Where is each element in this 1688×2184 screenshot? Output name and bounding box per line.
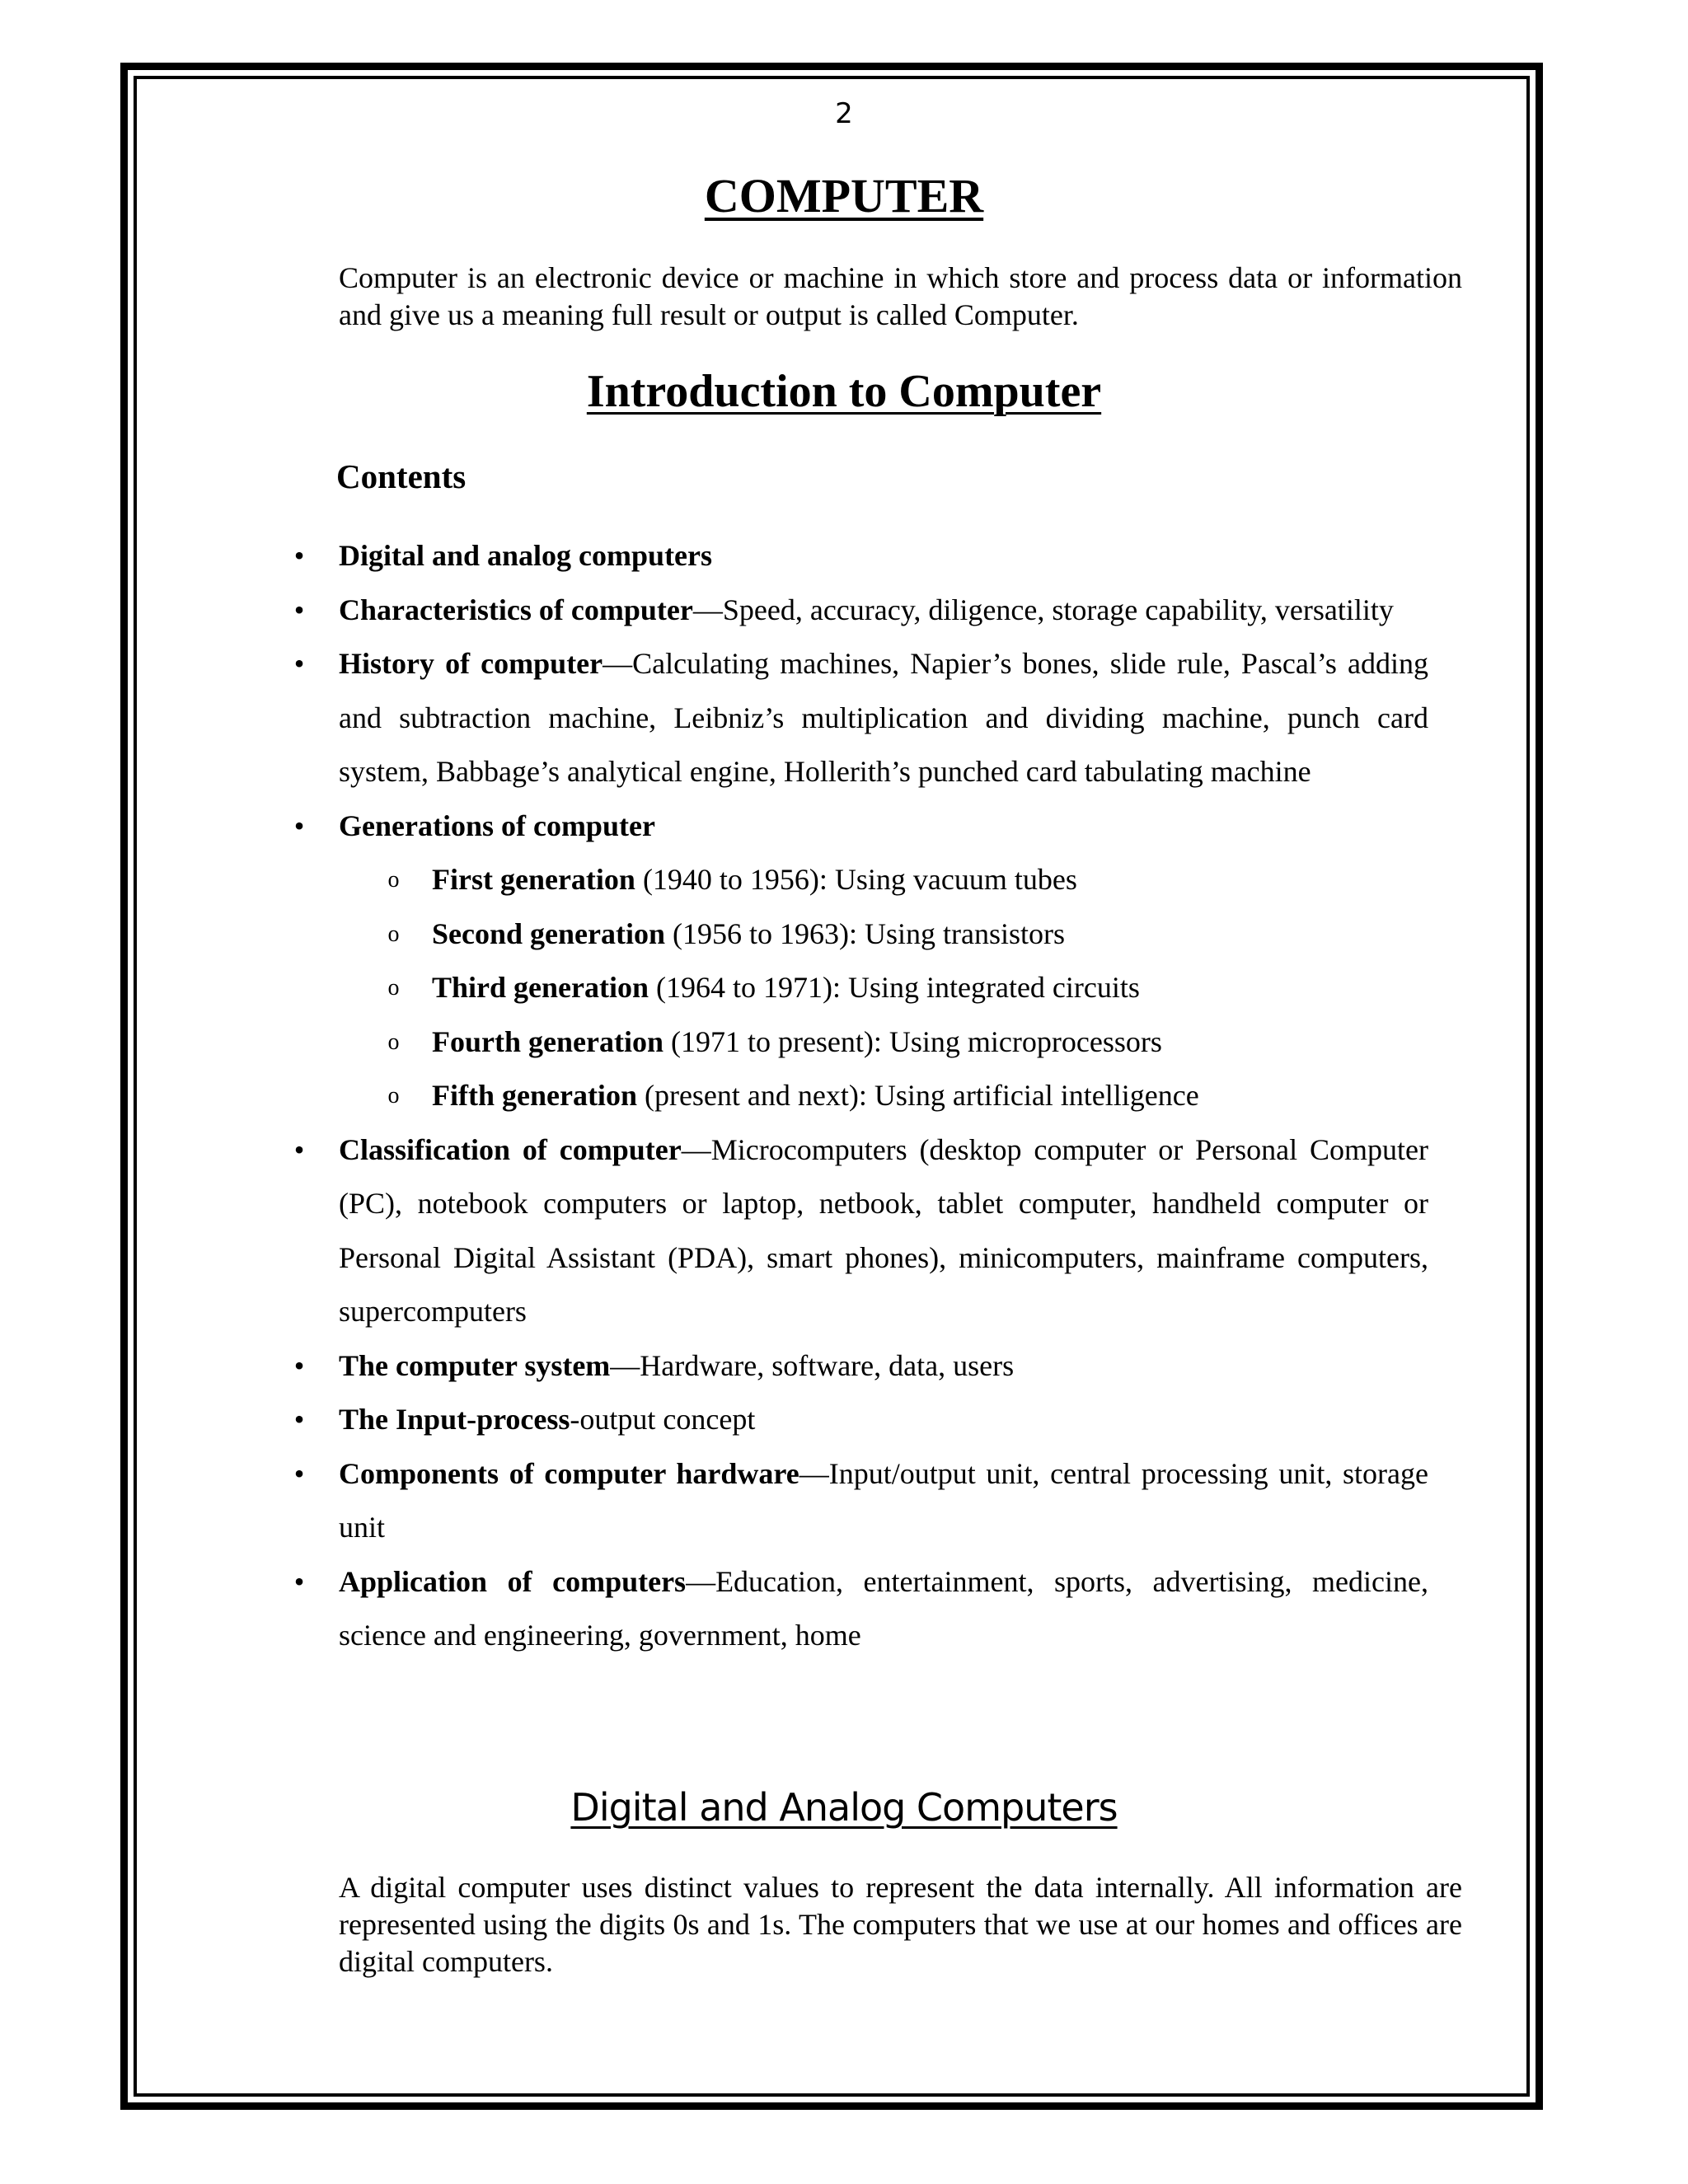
generations-sublist: [0, 853, 1688, 1123]
sub-list-item: [0, 961, 1688, 1015]
list-item-detail: —Calculating machines, Napier’s bones, slide rule, Pascal’s adding and subtraction machine, Leibniz’s multiplication and dividing machine, punch card system, Babbage’s analytical engine, Hollerith’s punched card tabulating machine: [339, 647, 1428, 788]
list-item: [0, 799, 1428, 854]
list-item: [0, 583, 1428, 638]
list-item: [0, 1123, 1428, 1339]
intro-heading: Introduction to Computer: [586, 366, 1102, 417]
generation-detail: (present and next): Using artificial intelligence: [636, 1079, 1199, 1112]
sub-list-item: [0, 1015, 1688, 1070]
list-item-title: Classification of computer: [339, 1132, 682, 1166]
generation-detail: (1956 to 1963): Using transistors: [665, 916, 1065, 950]
list-item-title: Generations of computer: [339, 808, 655, 842]
list-item-title: Digital and analog computers: [339, 539, 713, 572]
sub-list-item: [0, 853, 1688, 907]
list-item: [0, 1555, 1428, 1663]
page-title: COMPUTER: [704, 169, 984, 223]
section-paragraph: A digital computer uses distinct values to represent the data internally. All information are represented using the digits 0s and 1s. The computers that we use at our homes and offices are digital computers.: [339, 1871, 1462, 1978]
list-item-title: The Input-process: [339, 1403, 570, 1436]
bullet-icon: •: [293, 539, 305, 572]
list-item-detail: -output concept: [570, 1403, 756, 1436]
generation-detail: (1971 to present): Using microprocessors: [663, 1024, 1162, 1058]
list-item-title: History of computer: [339, 647, 603, 680]
generation-title: Second generation: [432, 916, 665, 950]
bullet-icon: •: [293, 647, 305, 680]
circle-bullet-icon: o: [387, 1029, 400, 1055]
circle-bullet-icon: o: [387, 867, 400, 893]
page-number: 2: [835, 97, 853, 130]
circle-bullet-icon: o: [387, 1083, 400, 1108]
list-item: [0, 529, 1428, 583]
sub-list-item: [0, 907, 1688, 962]
generation-detail: (1940 to 1956): Using vacuum tubes: [635, 863, 1077, 896]
contents-label: Contents: [336, 457, 467, 495]
list-item-detail: —Microcomputers (desktop computer or Personal Computer (PC), notebook computers or laptop, netbook, tablet computer, handheld computer or Personal Digital Assistant (PDA), smart phones), minicomputers, mainframe computers, supercomputers: [339, 1132, 1428, 1328]
list-item-title: Characteristics of computer: [339, 593, 693, 626]
contents-list: [0, 529, 1688, 1663]
circle-bullet-icon: o: [387, 921, 400, 947]
list-item: [0, 637, 1428, 799]
bullet-icon: •: [293, 1456, 305, 1490]
list-item-detail: —Speed, accuracy, diligence, storage capability, versatility: [692, 593, 1394, 626]
generation-title: Fifth generation: [432, 1079, 637, 1112]
list-item-detail: —Education, entertainment, sports, advertising, medicine, science and engineering, government, home: [339, 1564, 1428, 1652]
bullet-icon: •: [293, 1564, 305, 1598]
list-item-title: Application of computers: [339, 1564, 687, 1598]
bullet-icon: •: [293, 593, 305, 626]
generation-title: First generation: [432, 863, 635, 896]
definition-paragraph: Computer is an electronic device or machine in which store and process data or information and give us a meaning full result or output is called Computer.: [339, 261, 1462, 331]
list-item: [0, 1393, 1428, 1447]
generation-title: Fourth generation: [432, 1024, 663, 1058]
section-heading: Digital and Analog Computers: [570, 1785, 1118, 1830]
bullet-icon: •: [293, 1403, 305, 1436]
list-item-detail: —Hardware, software, data, users: [610, 1348, 1015, 1382]
list-item-title: The computer system: [339, 1348, 611, 1382]
list-item: [0, 1447, 1428, 1555]
list-item-title: Components of computer hardware: [339, 1456, 799, 1490]
bullet-icon: •: [293, 808, 305, 842]
generation-title: Third generation: [432, 971, 649, 1004]
list-item: [0, 1339, 1428, 1394]
bullet-icon: •: [293, 1348, 305, 1382]
sub-list-item: [0, 1069, 1688, 1123]
list-item-detail: —Input/output unit, central processing unit, storage unit: [339, 1456, 1428, 1544]
generation-detail: (1964 to 1971): Using integrated circuits: [649, 971, 1140, 1004]
bullet-icon: •: [293, 1132, 305, 1166]
circle-bullet-icon: o: [387, 975, 400, 1001]
